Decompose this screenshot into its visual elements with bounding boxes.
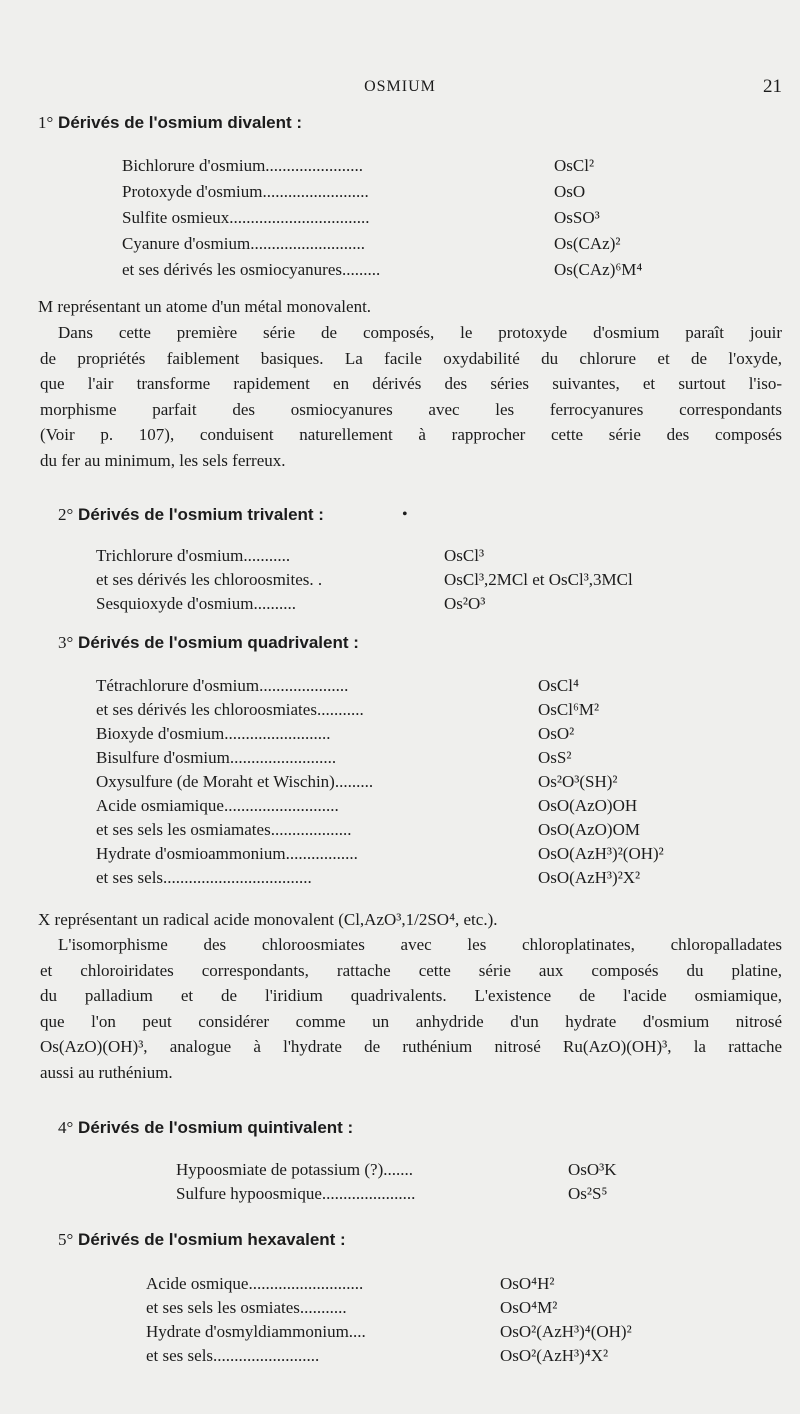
compound-name: Bioxyde d'osmium......................... [96, 724, 331, 743]
compound-formula: OsCl⁴ [538, 676, 579, 695]
paragraph-line: et chloroiridates correspondants, rattache cette série aux composés du platine, [40, 960, 782, 980]
compound-formula: OsO²(AzH³)⁴X² [500, 1346, 609, 1365]
compound-name: et ses dérivés les chloroosmites. . [96, 570, 323, 589]
paragraph-line: morphisme parfait des osmiocyanures avec les ferrocyanures correspondants [40, 399, 782, 419]
definition-note: M représentant un atome d'un métal monovalent. [38, 297, 372, 316]
section-number: 5° [58, 1230, 74, 1249]
compound-name: et ses sels................................... [96, 868, 312, 887]
compound-formula: OsO(AzO)OH [538, 796, 638, 815]
compound-name: et ses dérivés les osmiocyanures......... [122, 260, 381, 279]
compound-name: et ses sels les osmiamates................... [96, 820, 352, 839]
compound-name: Trichlorure d'osmium........... [96, 546, 291, 565]
compound-formula: Os(CAz)⁶M⁴ [554, 260, 643, 279]
compound-name: Hypoosmiate de potassium (?)....... [176, 1160, 414, 1179]
compound-formula: OsCl² [554, 156, 595, 175]
paragraph-line: (Voir p. 107), conduisent naturellement à rapprocher cette série des composés [40, 425, 782, 445]
compound-name: Sulfite osmieux................................. [122, 208, 370, 227]
compound-formula: OsSO³ [554, 208, 600, 227]
compound-name: Oxysulfure (de Moraht et Wischin)......... [96, 772, 374, 791]
compound-name: Sesquioxyde d'osmium.......... [96, 594, 296, 613]
section-title: Dérivés de l'osmium quadrivalent : [78, 633, 359, 652]
paragraph-line: Dans cette première série de composés, le protoxyde d'osmium paraît jouir [58, 323, 782, 342]
compound-name: Bichlorure d'osmium....................... [122, 156, 364, 175]
compound-formula: OsO(AzH³)²X² [538, 868, 641, 887]
paragraph [40, 932, 782, 1086]
compound-formula: OsO³K [568, 1160, 617, 1179]
compound-formula: OsCl³,2MCl et OsCl³,3MCl [444, 570, 633, 589]
paragraph-line: aussi au ruthénium. [40, 1062, 173, 1082]
compound-formula: OsO⁴M² [500, 1298, 558, 1317]
section-number: 2° [58, 505, 74, 524]
compound-name: Sulfure hypoosmique...................... [176, 1184, 416, 1203]
section-title: Dérivés de l'osmium divalent : [58, 113, 303, 132]
section-title: Dérivés de l'osmium quintivalent : [78, 1118, 354, 1137]
section-heading-4 [58, 1118, 353, 1138]
compound-name: et ses sels......................... [146, 1346, 320, 1365]
section-heading-5 [58, 1230, 346, 1250]
paragraph-line: L'isomorphisme des chloroosmiates avec les chloroplatinates, chloropalladates [58, 935, 782, 954]
section-number: 4° [58, 1118, 74, 1137]
compound-name: Protoxyde d'osmium......................... [122, 182, 369, 201]
paragraph-line: que l'air transforme rapidement en dérivés des séries suivantes, et surtout l'iso- [40, 374, 782, 394]
compound-formula: Os²O³(SH)² [538, 772, 618, 791]
print-speck: • [402, 506, 408, 523]
section-number: 1° [38, 113, 54, 132]
paragraph-line: de propriétés faiblement basiques. La facile oxydabilité du chlorure et de l'oxyde, [40, 348, 782, 368]
compound-formula: OsO [554, 182, 586, 201]
section-title: Dérivés de l'osmium hexavalent : [78, 1230, 346, 1249]
compound-name: Acide osmiamique........................... [96, 796, 339, 815]
definition-note: X représentant un radical acide monovalent (Cl,AzO³,1/2SO⁴, etc.). [38, 910, 498, 929]
compound-formula: OsO⁴H² [500, 1274, 555, 1293]
compound-formula: OsCl³ [444, 546, 485, 565]
compound-formula: Os²S⁵ [568, 1184, 608, 1203]
compound-name: Hydrate d'osmioammonium................. [96, 844, 358, 863]
compound-formula: OsO²(AzH³)⁴(OH)² [500, 1322, 632, 1341]
paragraph-line: que l'on peut considérer comme un anhydride d'un hydrate d'osmium nitrosé [40, 1011, 782, 1031]
paragraph [40, 320, 782, 474]
running-header: OSMIUM [364, 78, 436, 95]
compound-name: Acide osmique........................... [146, 1274, 364, 1293]
section-heading-2 [58, 505, 324, 525]
compound-formula: OsO(AzH³)²(OH)² [538, 844, 664, 863]
compound-formula: Os²O³ [444, 594, 486, 613]
compound-formula: OsCl⁶M² [538, 700, 600, 719]
section-title: Dérivés de l'osmium trivalent : [78, 505, 324, 524]
section-heading-1 [38, 113, 302, 133]
compound-name: et ses sels les osmiates........... [146, 1298, 347, 1317]
compound-formula: OsO(AzO)OM [538, 820, 640, 839]
paragraph-line: du palladium et de l'iridium quadrivalents. L'existence de l'acide osmiamique, [40, 986, 782, 1006]
compound-name: Cyanure d'osmium........................... [122, 234, 365, 253]
page-number: 21 [763, 76, 782, 97]
section-number: 3° [58, 633, 74, 652]
section-heading-3 [58, 633, 359, 653]
paragraph-line: Os(AzO)(OH)³, analogue à l'hydrate de ruthénium nitrosé Ru(AzO)(OH)³, la rattache [40, 1037, 782, 1057]
paragraph-line: du fer au minimum, les sels ferreux. [40, 450, 286, 470]
compound-formula: Os(CAz)² [554, 234, 621, 253]
compound-name: Bisulfure d'osmium......................... [96, 748, 337, 767]
compound-name: Hydrate d'osmyldiammonium.... [146, 1322, 366, 1341]
compound-name: Tétrachlorure d'osmium..................... [96, 676, 349, 695]
compound-name: et ses dérivés les chloroosmiates........... [96, 700, 364, 719]
compound-formula: OsS² [538, 748, 572, 767]
compound-formula: OsO² [538, 724, 575, 743]
